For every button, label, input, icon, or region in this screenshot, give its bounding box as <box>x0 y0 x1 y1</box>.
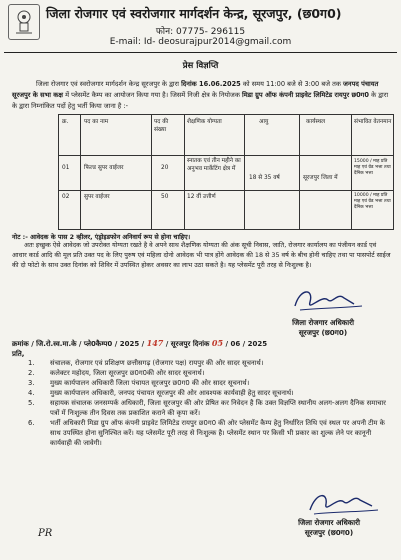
ref-date-label: / सूरजपुर दिनांक <box>165 340 210 348</box>
recipient-item <box>28 358 391 368</box>
row1-no: 01 <box>62 165 70 171</box>
age-range: 18 से 35 वर्ष <box>249 175 280 181</box>
recipient-number: 5. <box>28 399 35 407</box>
requirement-note: नोट :- आवेदक के पास 2 व्हीलर, एंड्रोइडफोन अनिवार्य रूप से होना चाहिए। <box>12 233 191 241</box>
recipient-number: 6. <box>28 419 35 427</box>
vacancy-table <box>58 114 394 230</box>
recipient-text: कलेक्टर महोदय, जिला सूरजपुर छ0ग0की ओर सादर सूचनार्थ। <box>50 369 205 377</box>
intro-text-e: में प्लेसमेंट कैम्प का आयोजन किया गया है। जिसमें निजी क्षेत्र के नियोजक <box>63 91 242 99</box>
recipient-text: संचालक, रोजगार एवं प्रशिक्षण छत्तीसगढ़ (रोजगार पक्ष) रायपुर की ओर सादर सूचनार्थ। <box>50 359 264 367</box>
instructions-paragraph: अतः इच्छुक ऐसे आवेदक जो उपरोक्त योग्यता रखते है वे अपने साथ शैक्षणिक योग्यता की अंक सूची निवास, जाति, रोजगार कार्यालय का पंजीयन कार्ड एवं आधार कार्ड आदि की मूल प्रति उक्त पद के लिए पुरुष एवं महिला दोनो आवेदक भी पात्र होंगे आवेदक की 18 से 35 वर्ष के बीच होनी चाहिए तथा पा पासपोर्ट साईज की दो फोटो के साथ उक्त दिनांक को शिविर में उपस्थित होकर अवसर का लाभ उठा सकते है। यह प्लेसमेंट पूरी तरह से निःशुल्क है। <box>12 241 391 269</box>
col-header-post: पद का नाम <box>84 119 109 125</box>
row2-post: सुपर वाईजर <box>84 194 110 200</box>
officer2-title: जिला रोजगार अधिकारी <box>298 518 360 527</box>
officer-designation-2 <box>268 518 390 538</box>
recipient-item <box>28 378 391 388</box>
row2-count: 50 <box>161 194 169 200</box>
ref-date-day: 05 <box>211 338 224 348</box>
col-header-place: कार्यस्थल <box>306 119 326 125</box>
officer-designation-1 <box>268 318 378 338</box>
recipients-heading: प्रति, <box>12 350 25 358</box>
recipient-text: सहायक संचालक जनसम्पर्क अधिकारी, जिला सूरजपुर की ओर प्रेषित कर निवेदन है कि उक्त विज्ञप्ति स्थानीय अलग-अलग दैनिक समाचार पत्रों में निःशुल्क तीन दिवस तक प्रकाशित कराने की कृपा करें। <box>50 399 386 417</box>
header-divider <box>4 52 397 53</box>
reference-line <box>12 338 267 349</box>
recipient-number: 4. <box>28 389 35 397</box>
recipient-text: मुख्य कार्यपालन अधिकारी, जनपद पंचायत सूरजपुर की ओर आवश्यक कार्यवाही हेतु सादर सूचनार्थ। <box>50 389 294 397</box>
officer1-title: जिला रोजगार अधिकारी <box>292 318 354 327</box>
intro-text-c: को समय 11:00 बजे से 3:00 बजे तक <box>240 80 344 88</box>
officer-signature-1 <box>270 282 380 322</box>
ref-label: क्रमांक / जि.रो.स्व.मा.के / प्ले0कैम्प0 / 2025 / <box>12 340 145 348</box>
col-header-no: क्र. <box>62 119 69 125</box>
row2-qualification: 12 वीं उत्तीर्ण <box>187 194 216 200</box>
col-header-age: आयु <box>259 119 269 125</box>
camp-venue: जनपद पंचायत सूरजपुर के सभा कक्ष <box>12 80 379 99</box>
officer-signature-2 <box>300 486 390 522</box>
intro-paragraph <box>12 79 391 112</box>
ref-date-rest: / 06 / 2025 <box>225 340 268 348</box>
row1-count: 20 <box>161 165 169 171</box>
recipient-text: भर्ती अधिकारी मिडा ग्रुप ऑफ कंपनी प्राइवेट लिमिटेड रायपुर छ0ग0 की ओर प्लेसमेंट कैम्प हेतु निर्धारित तिथि एवं स्थल पर अपनी टीम के साथ उपस्थित होना सुनिश्चित करें। यह प्लेसमेंट पूरी तरह से निःशुल्क है। प्लेसमेंट स्थान पर किसी भी प्रकार का शुल्क लेने पर कानूनी कार्यवाही की जावेगी। <box>50 419 385 447</box>
row1-qualification: स्नातक एवं तीन महीने का अनुभव मार्केटिंग क्षेत्र में <box>187 158 241 172</box>
handwritten-note: PR <box>38 528 53 539</box>
row1-salary: 15000 / माह प्रति माह एवं ग्रेड भत्ता तथा दैनिक भत्ता <box>354 159 391 176</box>
recipient-number: 3. <box>28 379 35 387</box>
work-place: सूरजपुर जिला में <box>303 175 338 181</box>
intro-text-g: के द्वारा के द्वारा निम्नांकित पदों हेतु भर्ती किया जाना है :- <box>12 91 389 110</box>
recipient-item <box>28 418 391 448</box>
intro-text-a: जिला रोजगार एवं स्वरोजगार मार्गदर्शन केन्द्र सूरजपुर के द्वारा <box>36 80 182 88</box>
recipient-item <box>28 398 391 418</box>
press-release-title: प्रेस विज्ञप्ति <box>182 61 219 71</box>
employer-name: मिडा ग्रुप ऑफ कंपनी प्राइवेट लिमिटेड रायपुर छ0ग0 <box>242 91 369 99</box>
recipient-item <box>28 388 391 398</box>
officer2-place: सूरजपुर (छ0ग0) <box>304 528 354 537</box>
officer1-place: सूरजपुर (छ0ग0) <box>298 328 348 337</box>
office-phone: फोन: 07775- 296115 <box>155 27 246 37</box>
recipient-item <box>28 368 391 378</box>
row2-no: 02 <box>62 194 70 200</box>
recipients-list <box>28 358 391 448</box>
col-header-qualification: शैक्षणिक योग्यता <box>187 119 222 125</box>
row2-salary: 10000 / माह प्रति माह एवं ग्रेड भत्ता तथा दैनिक भत्ता <box>354 193 391 210</box>
office-title: जिला रोजगार एवं स्वरोजगार मार्गदर्शन केन्द्र, सूरजपुर, (छ0ग0) <box>46 6 342 21</box>
camp-date: दिनांक 16.06.2025 <box>181 80 241 88</box>
col-header-salary: संभावित वेतनमान <box>354 119 392 125</box>
office-email: E-mail: Id- deosurajpur2014@gmail.com <box>109 37 292 47</box>
row1-post: फिल्ड सुपर वाईजर <box>84 165 124 171</box>
recipient-text: मुख्य कार्यपालन अधिकारी जिला पंचायत सूरजपुर छ0ग0 की ओर सादर सूचनार्थ। <box>50 379 250 387</box>
recipient-number: 2. <box>28 369 35 377</box>
ref-number: 147 <box>146 338 164 348</box>
recipient-number: 1. <box>28 359 35 367</box>
col-header-count: पद की संख्या <box>154 119 169 133</box>
